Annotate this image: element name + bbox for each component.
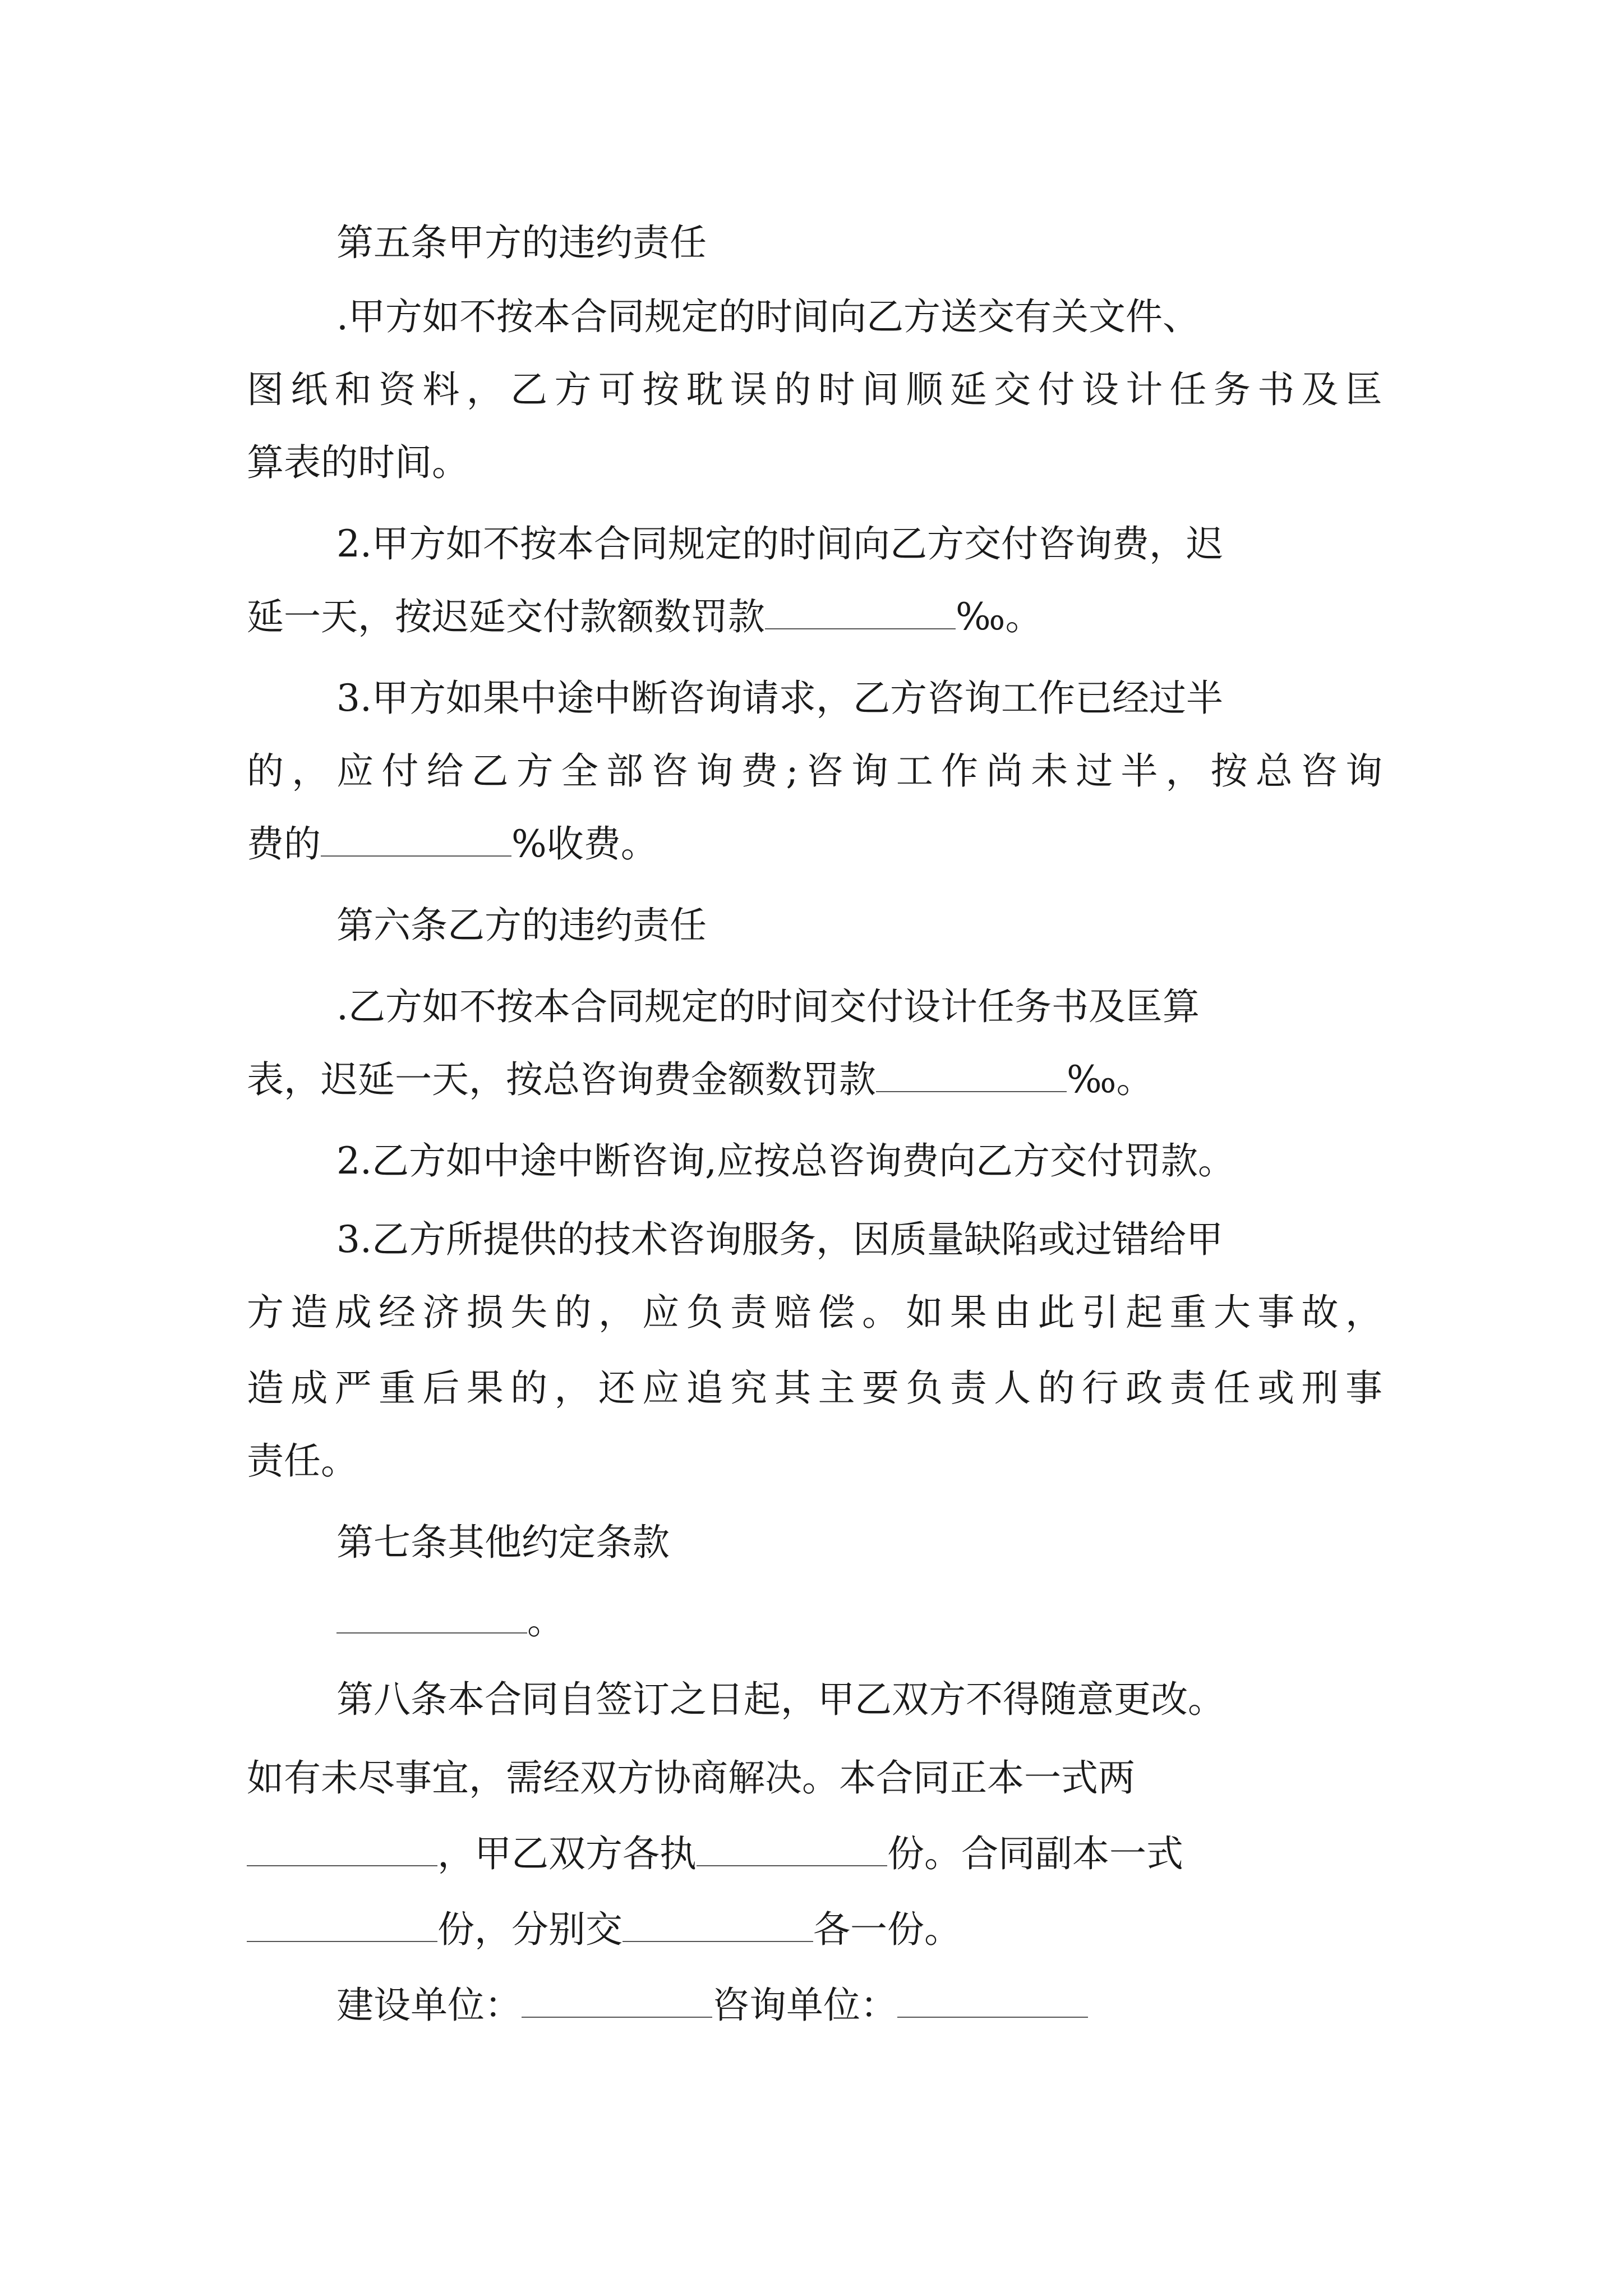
signature-line <box>336 1980 1088 2031</box>
art5-clause1-line3: 算表的时间。 <box>247 441 469 484</box>
art6-clause2-line1: 2.乙方如中途中断咨询,应按总咨询费向乙方交付罚款。 <box>336 1139 1235 1182</box>
fill-blank <box>623 1910 813 1942</box>
art6-clause3-line3: 造成严重后果的，还应追究其主要负责人的行政责任或刑事 <box>247 1366 1382 1410</box>
art5-clause3-line1: 3.甲方如果中途中断咨询请求，乙方咨询工作已经过半 <box>336 677 1223 720</box>
article-7-title: 第七条其他约定条款 <box>336 1521 670 1564</box>
art5-clause1-line1: .甲方如不按本合同规定的时间向乙方送交有关文件、 <box>336 295 1200 338</box>
art5-clause3-line3: 费的 %收费。 <box>247 822 658 866</box>
art5-clause3-line2: 的，应付给乙方全部咨询费;咨询工作尚未过半，按总咨询 <box>247 749 1382 793</box>
art5-clause2-line2: 延一天，按迟延交付款额数罚款 ‰。 <box>247 595 1043 638</box>
fill-blank <box>247 1834 437 1866</box>
article-8-line2: 如有未尽事宜，需经双方协商解决。本合同正本一式两 <box>247 1756 1135 1800</box>
fill-blank <box>247 1910 437 1942</box>
consultant-signature-blank <box>897 1985 1088 2018</box>
fill-blank <box>321 824 511 857</box>
builder-signature-blank <box>522 1985 712 2018</box>
art6-clause3-line2: 方造成经济损失的，应负责赔偿。如果由此引起重大事故， <box>247 1291 1382 1334</box>
fill-blank <box>697 1834 887 1866</box>
builder-label: 建设单位： <box>336 1984 522 2027</box>
consultant-label: 咨询单位： <box>712 1984 897 2027</box>
article-8-line1: 第八条本合同自签订之日起，甲乙双方不得随意更改。 <box>336 1678 1225 1721</box>
art6-clause1-line2: 表，迟延一天，按总咨询费金额数罚款 ‰。 <box>247 1058 1154 1101</box>
article-8-line3: ，甲乙双方各执 份。合同副本一式 <box>247 1829 1183 1879</box>
art5-clause1-line2: 图纸和资料，乙方可按耽误的时间顺延交付设计任务书及匡 <box>247 368 1382 411</box>
article-8-line4: 份，分别交 各一份。 <box>247 1904 961 1955</box>
article-6-title: 第六条乙方的违约责任 <box>336 904 707 947</box>
fill-blank <box>765 597 956 629</box>
art6-clause3-line4: 责任。 <box>247 1439 358 1483</box>
art6-clause1-line1: .乙方如不按本合同规定的时间交付设计任务书及匡算 <box>336 985 1200 1028</box>
fill-blank <box>336 1601 527 1634</box>
art7-other-terms-line: 。 <box>336 1596 564 1646</box>
article-5-title: 第五条甲方的违约责任 <box>336 221 707 264</box>
art5-clause2-line1: 2.甲方如不按本合同规定的时间向乙方交付咨询费，迟 <box>336 522 1223 565</box>
art6-clause3-line1: 3.乙方所提供的技术咨询服务，因质量缺陷或过错给甲 <box>336 1218 1223 1261</box>
fill-blank <box>876 1060 1067 1092</box>
